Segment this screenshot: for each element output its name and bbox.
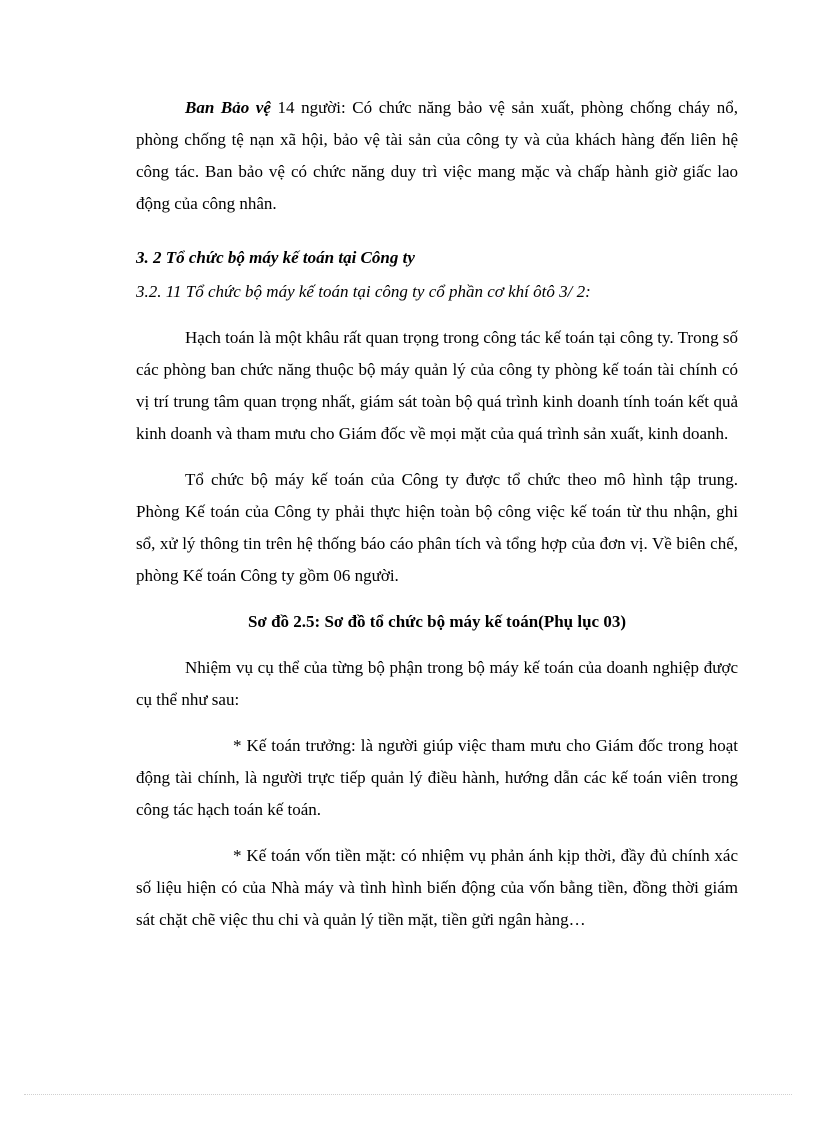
paragraph-cash-accountant: * Kế toán vốn tiền mặt: có nhiệm vụ phản ánh kịp thời, đầy đủ chính xác số liệu hiện có của Nhà máy và tình hình biến động của vốn bằng tiền, đồng thời giám sát chặt chẽ việc thu chi và quản lý tiền mặt, tiền gửi ngân hàng…: [136, 846, 738, 929]
subsection-heading: 3.2. 11 Tổ chức bộ máy kế toán tại công ty cổ phần cơ khí ôtô 3/ 2:: [136, 282, 591, 301]
paragraph-duties-intro: Nhiệm vụ cụ thể của từng bộ phận trong bộ máy kế toán của doanh nghiệp được cụ thể như sau:: [136, 658, 738, 709]
security-team-text: 14 người: Có chức năng bảo vệ sản xuất, phòng chống cháy nổ, phòng chống tệ nạn xã hội, bảo vệ tài sản của công ty và của khách hàng đến liên hệ công tác. Ban bảo vệ có chức năng duy trì việc mang mặc và chấp hành giờ giấc lao động của công nhân.: [136, 98, 738, 213]
document-body: [136, 92, 738, 936]
security-team-lead: Ban Bảo vệ: [185, 98, 271, 117]
paragraph-security-team: [136, 92, 738, 220]
page-footer-rule: [24, 1094, 792, 1095]
paragraph-accounting-role: Hạch toán là một khâu rất quan trọng trong công tác kế toán tại công ty. Trong số các phòng ban chức năng thuộc bộ máy quản lý của công ty phòng kế toán tài chính có vị trí trung tâm quan trọng nhất, giám sát toàn bộ quá trình kinh doanh tính toán kết quả kinh doanh và tham mưu cho Giám đốc về mọi mặt của quá trình sản xuất, kinh doanh.: [136, 328, 738, 443]
paragraph-chief-accountant: * Kế toán trưởng: là người giúp việc tham mưu cho Giám đốc trong hoạt động tài chính, là người trực tiếp quản lý điều hành, hướng dẫn các kế toán viên trong công tác hạch toán kế toán.: [136, 736, 738, 819]
diagram-caption: Sơ đồ 2.5: Sơ đồ tổ chức bộ máy kế toán(Phụ lục 03): [247, 612, 627, 631]
section-heading: 3. 2 Tổ chức bộ máy kế toán tại Công ty: [136, 248, 415, 267]
paragraph-accounting-structure: Tổ chức bộ máy kế toán của Công ty được tổ chức theo mô hình tập trung. Phòng Kế toán của Công ty phải thực hiện toàn bộ công việc kế toán từ thu nhận, ghi sổ, xử lý thông tin trên hệ thống báo cáo phân tích và tổng hợp của đơn vị. Về biên chế, phòng Kế toán Công ty gồm 06 người.: [136, 470, 738, 585]
